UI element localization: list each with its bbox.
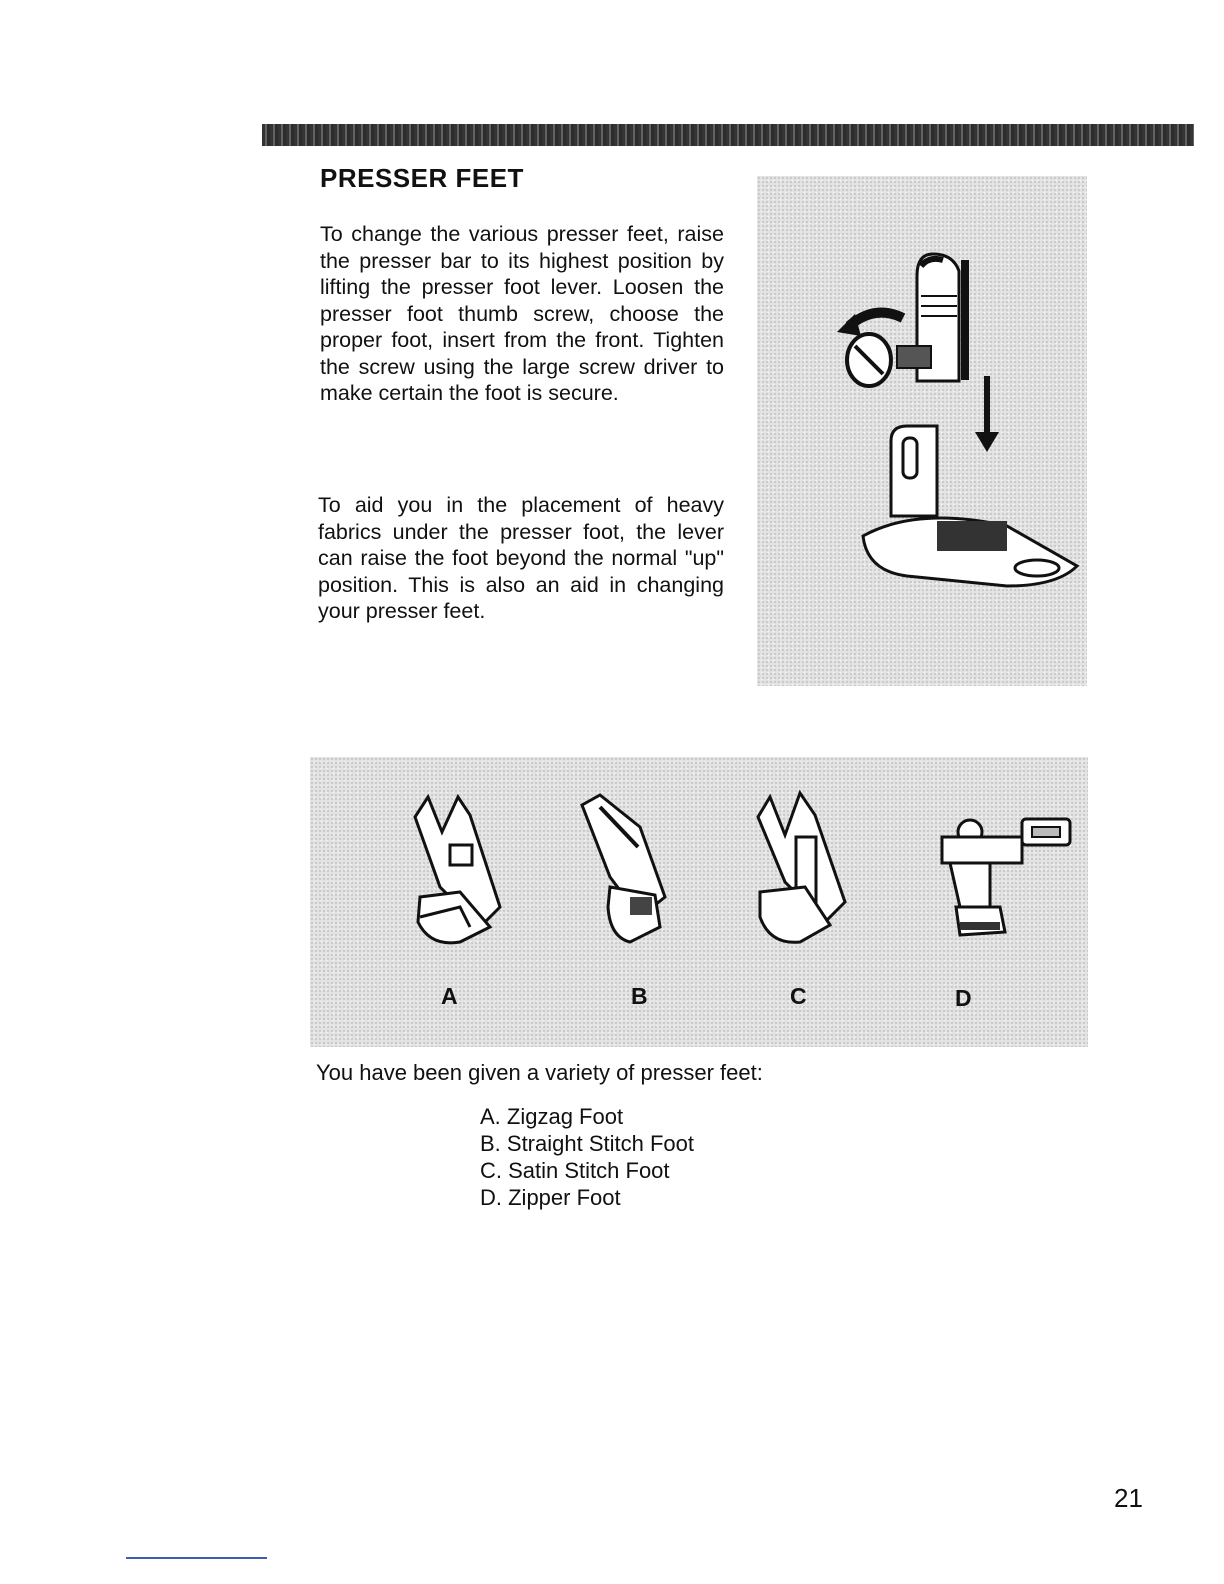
zipper-foot-drawing xyxy=(942,819,1070,935)
list-item: D. Zipper Foot xyxy=(480,1185,621,1210)
instruction-paragraph: To change the various presser feet, raise the presser bar to its highest position by lifting the presser foot lever. Loosen the presser foot thumb screw, choose the proper foot, insert from the front. Tighten the screw using the large screw driver to make certain the foot is secure. xyxy=(320,222,724,405)
satin-stitch-foot-drawing xyxy=(758,793,845,942)
presser-bar-drawing xyxy=(757,176,1087,686)
feet-intro: You have been given a variety of presser feet: xyxy=(316,1060,763,1085)
foot-label-d: D xyxy=(955,985,972,1011)
list-item: B. Straight Stitch Foot xyxy=(480,1131,694,1156)
foot-label-a: A xyxy=(441,983,458,1009)
presser-feet-illustration xyxy=(310,757,1088,1047)
header-rule xyxy=(262,124,1194,146)
page-number: 21 xyxy=(1114,1483,1143,1513)
foot-label-c: C xyxy=(790,983,807,1009)
list-item: A. Zigzag Foot xyxy=(480,1104,624,1129)
page-title: PRESSER FEET xyxy=(320,163,524,193)
list-item: C. Satin Stitch Foot xyxy=(480,1158,670,1183)
presser-foot-change-illustration xyxy=(757,176,1087,686)
zigzag-foot-drawing xyxy=(415,797,500,943)
feet-list xyxy=(480,1103,694,1211)
straight-stitch-foot-drawing xyxy=(582,795,665,942)
foot-label-b: B xyxy=(631,983,648,1009)
footer-rule xyxy=(126,1557,267,1559)
tip-paragraph: To aid you in the placement of heavy fabrics under the presser foot, the lever can raise the foot beyond the normal "up" position. This is also an aid in changing your presser feet. xyxy=(318,493,724,623)
